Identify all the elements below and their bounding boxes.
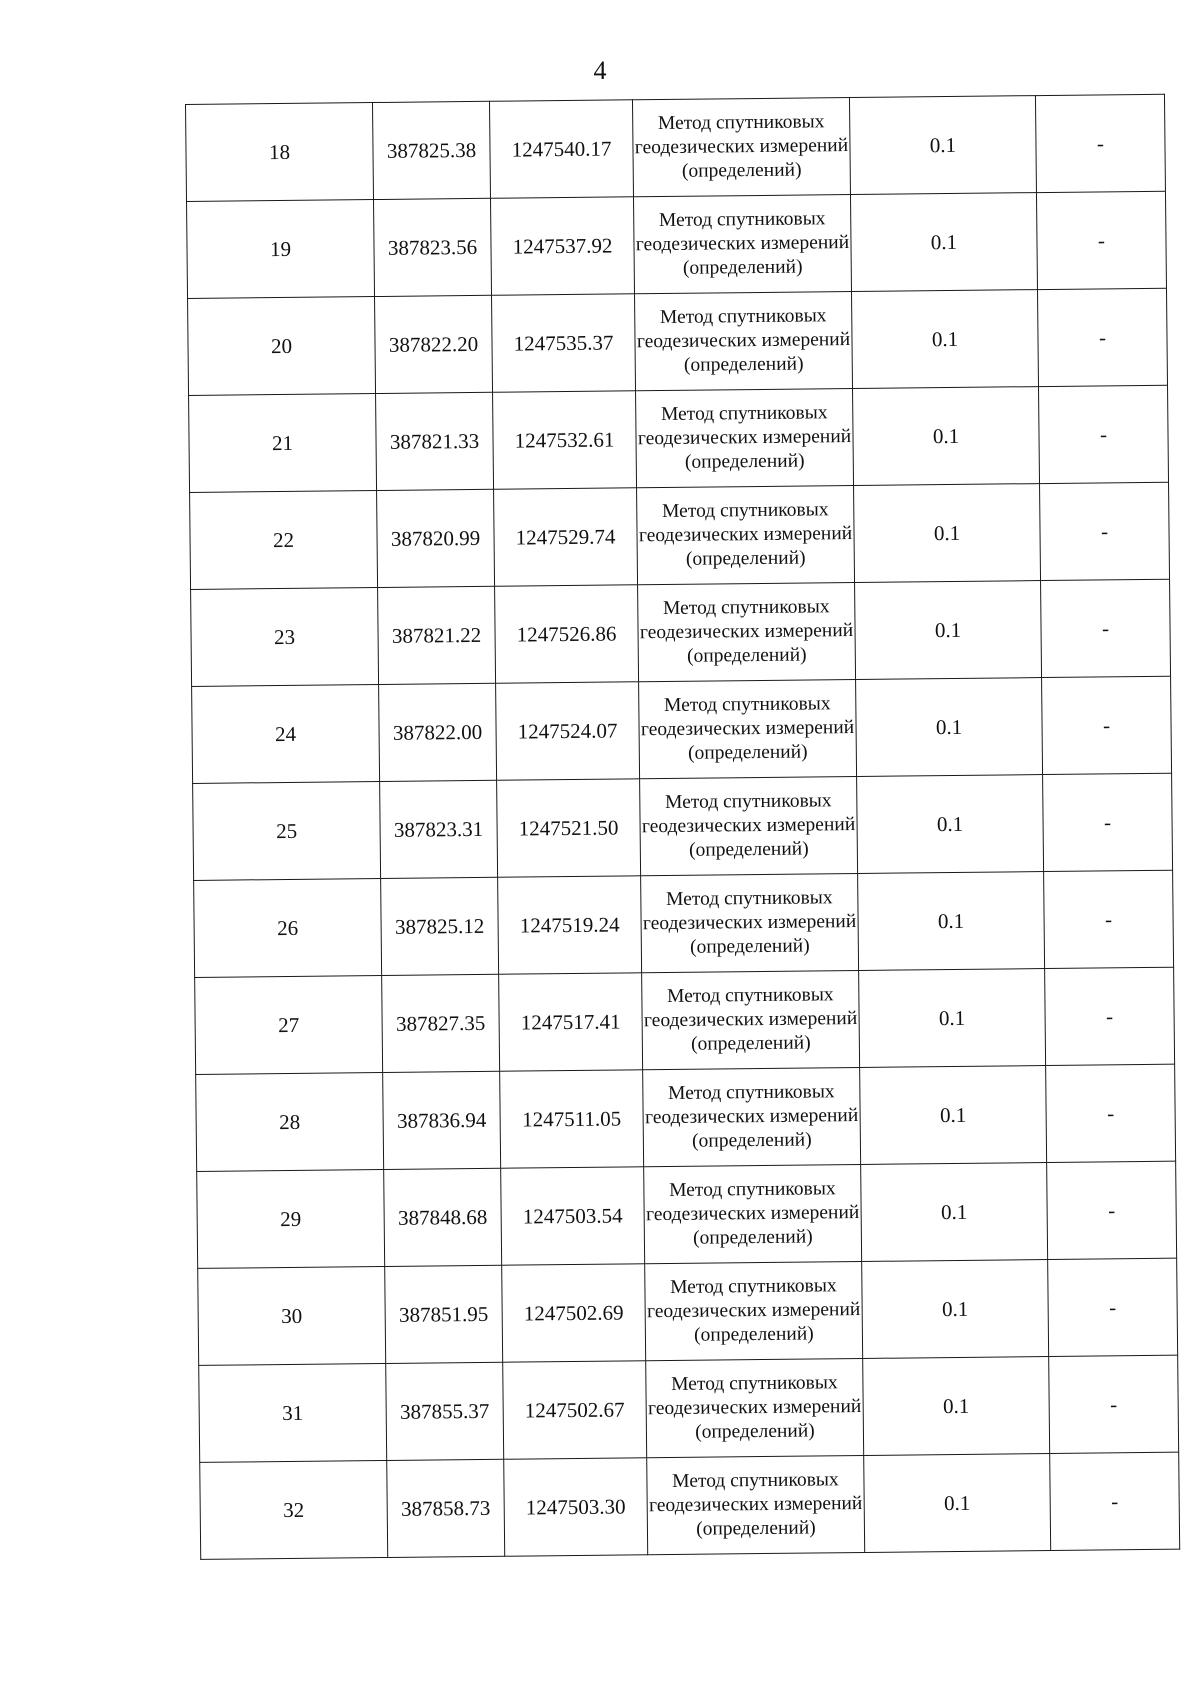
point-number-cell: 32 xyxy=(200,1460,388,1559)
coordinate-x-cell: 387836.94 xyxy=(383,1071,501,1169)
coordinate-y-cell: 1247524.07 xyxy=(496,682,640,780)
accuracy-cell: 0.1 xyxy=(857,775,1044,874)
description-cell: - xyxy=(1044,870,1174,968)
table-row xyxy=(194,870,1174,977)
method-cell xyxy=(646,1358,864,1457)
coordinate-y-cell: 1247517.41 xyxy=(499,973,643,1071)
point-number-cell: 29 xyxy=(197,1169,385,1268)
coordinate-y-cell: 1247540.17 xyxy=(489,100,633,198)
point-number-cell: 21 xyxy=(189,394,377,493)
table-row xyxy=(187,191,1167,298)
method-text: Метод спутниковых геодезических измерений (определений) xyxy=(643,984,858,1055)
method-text: Метод спутниковых геодезических измерений (определений) xyxy=(634,111,849,182)
method-text: Метод спутниковых геодезических измерений (определений) xyxy=(645,1178,860,1249)
description-cell: - xyxy=(1047,1161,1177,1259)
accuracy-cell: 0.1 xyxy=(854,484,1041,583)
coordinate-y-cell: 1247503.54 xyxy=(501,1167,645,1265)
table-row xyxy=(199,1355,1179,1462)
table-row xyxy=(200,1452,1180,1559)
method-text: Метод спутниковых геодезических измерений (определений) xyxy=(639,596,854,667)
table-row xyxy=(189,385,1169,492)
method-text: Метод спутниковых геодезических измерений (определений) xyxy=(642,887,857,958)
method-text: Метод спутниковых геодезических измерений (определений) xyxy=(636,305,851,376)
coordinate-y-cell: 1247532.61 xyxy=(493,391,637,489)
coordinates-sheet xyxy=(185,94,1180,1560)
coordinate-x-cell: 387848.68 xyxy=(384,1168,502,1266)
accuracy-cell: 0.1 xyxy=(861,1163,1048,1262)
method-cell xyxy=(635,292,853,391)
coordinate-x-cell: 387822.20 xyxy=(375,295,493,393)
point-number-cell: 19 xyxy=(187,200,375,299)
coordinate-y-cell: 1247503.30 xyxy=(504,1458,648,1556)
accuracy-cell: 0.1 xyxy=(853,387,1040,486)
description-cell: - xyxy=(1050,1452,1180,1550)
coordinate-x-cell: 387858.73 xyxy=(387,1459,505,1557)
accuracy-cell: 0.1 xyxy=(850,193,1037,292)
method-cell xyxy=(632,98,850,197)
description-cell: - xyxy=(1043,773,1173,871)
coordinate-y-cell: 1247521.50 xyxy=(497,779,641,877)
description-cell: - xyxy=(1035,94,1165,192)
coordinate-x-cell: 387822.00 xyxy=(379,683,497,781)
description-cell: - xyxy=(1042,676,1172,774)
coordinate-x-cell: 387820.99 xyxy=(377,489,495,587)
table-row xyxy=(191,579,1171,686)
coordinate-x-cell: 387827.35 xyxy=(382,974,500,1072)
coordinate-x-cell: 387823.31 xyxy=(380,780,498,878)
method-text: Метод спутниковых геодезических измерений (определений) xyxy=(647,1372,862,1443)
accuracy-cell: 0.1 xyxy=(856,678,1043,777)
table-row xyxy=(198,1258,1178,1365)
accuracy-cell: 0.1 xyxy=(862,1260,1049,1359)
table-row xyxy=(197,1161,1177,1268)
method-cell xyxy=(637,486,855,585)
method-cell xyxy=(645,1261,863,1360)
description-cell: - xyxy=(1040,482,1170,580)
method-text: Метод спутниковых геодезических измерений (определений) xyxy=(648,1469,863,1540)
point-number-cell: 31 xyxy=(199,1363,387,1462)
coordinate-y-cell: 1247519.24 xyxy=(498,876,642,974)
point-number-cell: 20 xyxy=(188,297,376,396)
accuracy-cell: 0.1 xyxy=(864,1454,1051,1553)
description-cell: - xyxy=(1036,191,1166,289)
method-text: Метод спутниковых геодезических измерений (определений) xyxy=(635,208,850,279)
coordinates-table xyxy=(185,94,1180,1560)
table-row xyxy=(192,676,1172,783)
description-cell: - xyxy=(1045,967,1175,1065)
coordinate-y-cell: 1247502.69 xyxy=(502,1264,646,1362)
accuracy-cell: 0.1 xyxy=(855,581,1042,680)
accuracy-cell: 0.1 xyxy=(849,96,1036,195)
method-text: Метод спутниковых геодезических измерений (определений) xyxy=(641,790,856,861)
method-text: Метод спутниковых геодезических измерений (определений) xyxy=(637,402,852,473)
method-text: Метод спутниковых геодезических измерений (определений) xyxy=(644,1081,859,1152)
method-text: Метод спутниковых геодезических измерений (определений) xyxy=(646,1275,861,1346)
description-cell: - xyxy=(1039,385,1169,483)
description-cell: - xyxy=(1046,1064,1176,1162)
accuracy-cell: 0.1 xyxy=(863,1357,1050,1456)
point-number-cell: 26 xyxy=(194,878,382,977)
description-cell: - xyxy=(1048,1258,1178,1356)
coordinate-x-cell: 387851.95 xyxy=(385,1265,503,1363)
point-number-cell: 25 xyxy=(193,781,381,880)
description-cell: - xyxy=(1049,1355,1179,1453)
coordinate-y-cell: 1247526.86 xyxy=(495,585,639,683)
description-cell: - xyxy=(1037,288,1167,386)
coordinates-table-body xyxy=(186,94,1180,1559)
page-number: 4 xyxy=(593,56,607,85)
point-number-cell: 18 xyxy=(186,103,374,202)
method-cell xyxy=(633,195,851,294)
method-cell xyxy=(640,777,858,876)
coordinate-y-cell: 1247511.05 xyxy=(500,1070,644,1168)
point-number-cell: 24 xyxy=(192,685,380,784)
description-cell: - xyxy=(1041,579,1171,677)
coordinate-x-cell: 387825.12 xyxy=(381,877,499,975)
coordinate-x-cell: 387855.37 xyxy=(386,1362,504,1460)
coordinate-x-cell: 387823.56 xyxy=(374,198,492,296)
method-cell xyxy=(636,389,854,488)
table-row xyxy=(195,967,1175,1074)
method-cell xyxy=(641,873,859,972)
coordinate-x-cell: 387825.38 xyxy=(372,101,490,199)
coordinate-y-cell: 1247529.74 xyxy=(494,488,638,586)
method-cell xyxy=(642,970,860,1069)
point-number-cell: 23 xyxy=(191,588,379,687)
coordinate-x-cell: 387821.22 xyxy=(378,586,496,684)
table-row xyxy=(193,773,1173,880)
accuracy-cell: 0.1 xyxy=(858,872,1045,971)
accuracy-cell: 0.1 xyxy=(852,290,1039,389)
method-text: Метод спутниковых геодезических измерений (определений) xyxy=(638,499,853,570)
method-cell xyxy=(647,1455,865,1554)
table-row xyxy=(196,1064,1176,1171)
point-number-cell: 30 xyxy=(198,1266,386,1365)
method-cell xyxy=(638,583,856,682)
method-cell xyxy=(643,1067,861,1166)
coordinate-x-cell: 387821.33 xyxy=(376,392,494,490)
table-row xyxy=(188,288,1168,395)
coordinate-y-cell: 1247535.37 xyxy=(492,294,636,392)
accuracy-cell: 0.1 xyxy=(860,1066,1047,1165)
method-cell xyxy=(639,680,857,779)
point-number-cell: 22 xyxy=(190,491,378,590)
table-row xyxy=(190,482,1170,589)
point-number-cell: 28 xyxy=(196,1072,384,1171)
method-cell xyxy=(644,1164,862,1263)
coordinate-y-cell: 1247502.67 xyxy=(503,1361,647,1459)
coordinate-y-cell: 1247537.92 xyxy=(491,197,635,295)
table-row xyxy=(186,94,1166,201)
accuracy-cell: 0.1 xyxy=(859,969,1046,1068)
point-number-cell: 27 xyxy=(195,975,383,1074)
method-text: Метод спутниковых геодезических измерений (определений) xyxy=(640,693,855,764)
